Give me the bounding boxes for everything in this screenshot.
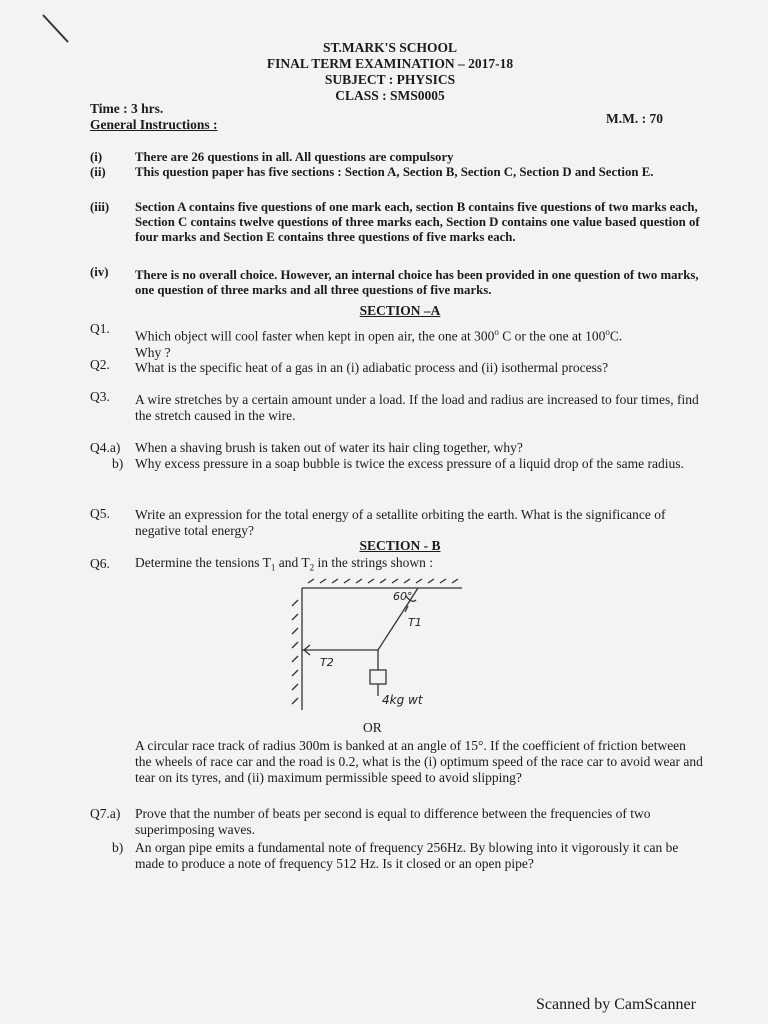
instruction-text: There is no overall choice. However, an internal choice has been provided in one question of two marks, one question of three marks and all three questions of five marks. [135,268,699,297]
instruction-text: Section A contains five questions of one mark each, section B contains five questions of two marks each, Section C contains twelve questions of three marks each, Section D contains one value based question of four marks and Section E contains three questions of five marks each. [135,200,700,244]
question-text: What is the specific heat of a gas in an (i) adiabatic process and (ii) isothermal process? [135,360,609,375]
section-a-heading: SECTION –A [359,303,441,318]
instruction-number: (i) [90,150,103,164]
question-text: Write an expression for the total energy of a setallite orbiting the earth. What is the significance of negative total energy? [135,507,666,538]
subject-title: SUBJECT : PHYSICS [324,72,456,87]
class-title: CLASS : SMS0005 [335,88,445,103]
question-number: Q4.a) [90,440,121,455]
general-instructions-title: General Instructions : [90,117,218,132]
t1-label: T1 [408,616,422,629]
section-b-heading: SECTION - B [359,538,441,553]
question-text: A circular race track of radius 300m is banked at an angle of 15°. If the coefficient of friction between the wheels of race car and the road is 0.2, what is the (i) optimum speed of the race car to avoid wear and tear on its tyres, and (ii) maximum permissible speed to avoid slipping? [135,738,703,785]
weight-label: 4kg wt [382,693,423,707]
question-number: Q2. [90,357,110,372]
question-number: Q5. [90,506,110,521]
question-text: Which object will cool faster when kept in open air, the one at 300$^o$ C or the one at 100$^o$C. Why ? [135,327,623,360]
question-number: Q3. [90,389,110,404]
t2-label: T2 [320,656,334,669]
question-text: Determine the tensions $T_1$ and $T_2$ in the strings shown : [135,555,433,573]
tension-diagram [280,570,480,720]
question-number: Q1. [90,321,110,336]
question-text: Prove that the number of beats per second is equal to difference between the frequencies of two superimposing waves. [135,806,651,837]
question-number: Q6. [90,556,110,571]
instruction-number: (ii) [90,165,106,179]
question-number: Q7.a) [90,806,121,821]
question-text: Why excess pressure in a soap bubble is twice the excess pressure of a liquid drop of the same radius. [135,456,684,471]
instruction-number: (iii) [90,200,110,214]
question-number: b) [112,456,124,471]
question-number: b) [112,840,124,855]
instruction-text: There are 26 questions in all. All questions are compulsory [135,150,454,164]
time-allowed: Time : 3 hrs. [90,101,164,116]
instruction-number: (iv) [90,265,109,279]
school-name: ST.MARK'S SCHOOL [322,40,458,55]
question-text: An organ pipe emits a fundamental note of frequency 256Hz. By blowing into it vigorously it can be made to produce a note of frequency 512 Hz. Is it closed or an open pipe? [135,840,679,871]
angle-label: 60° [393,590,413,603]
max-marks: M.M. : 70 [606,111,663,126]
question-text: When a shaving brush is taken out of water its hair cling together, why? [135,440,523,455]
instruction-text: This question paper has five sections : Section A, Section B, Section C, Section D and Section E. [135,165,654,179]
exam-title: FINAL TERM EXAMINATION – 2017-18 [266,56,514,71]
or-label: OR [363,720,382,735]
question-text: A wire stretches by a certain amount under a load. If the load and radius are increased to four times, find the stretch caused in the wire. [135,392,699,423]
scanner-watermark: Scanned by CamScanner [536,996,696,1013]
